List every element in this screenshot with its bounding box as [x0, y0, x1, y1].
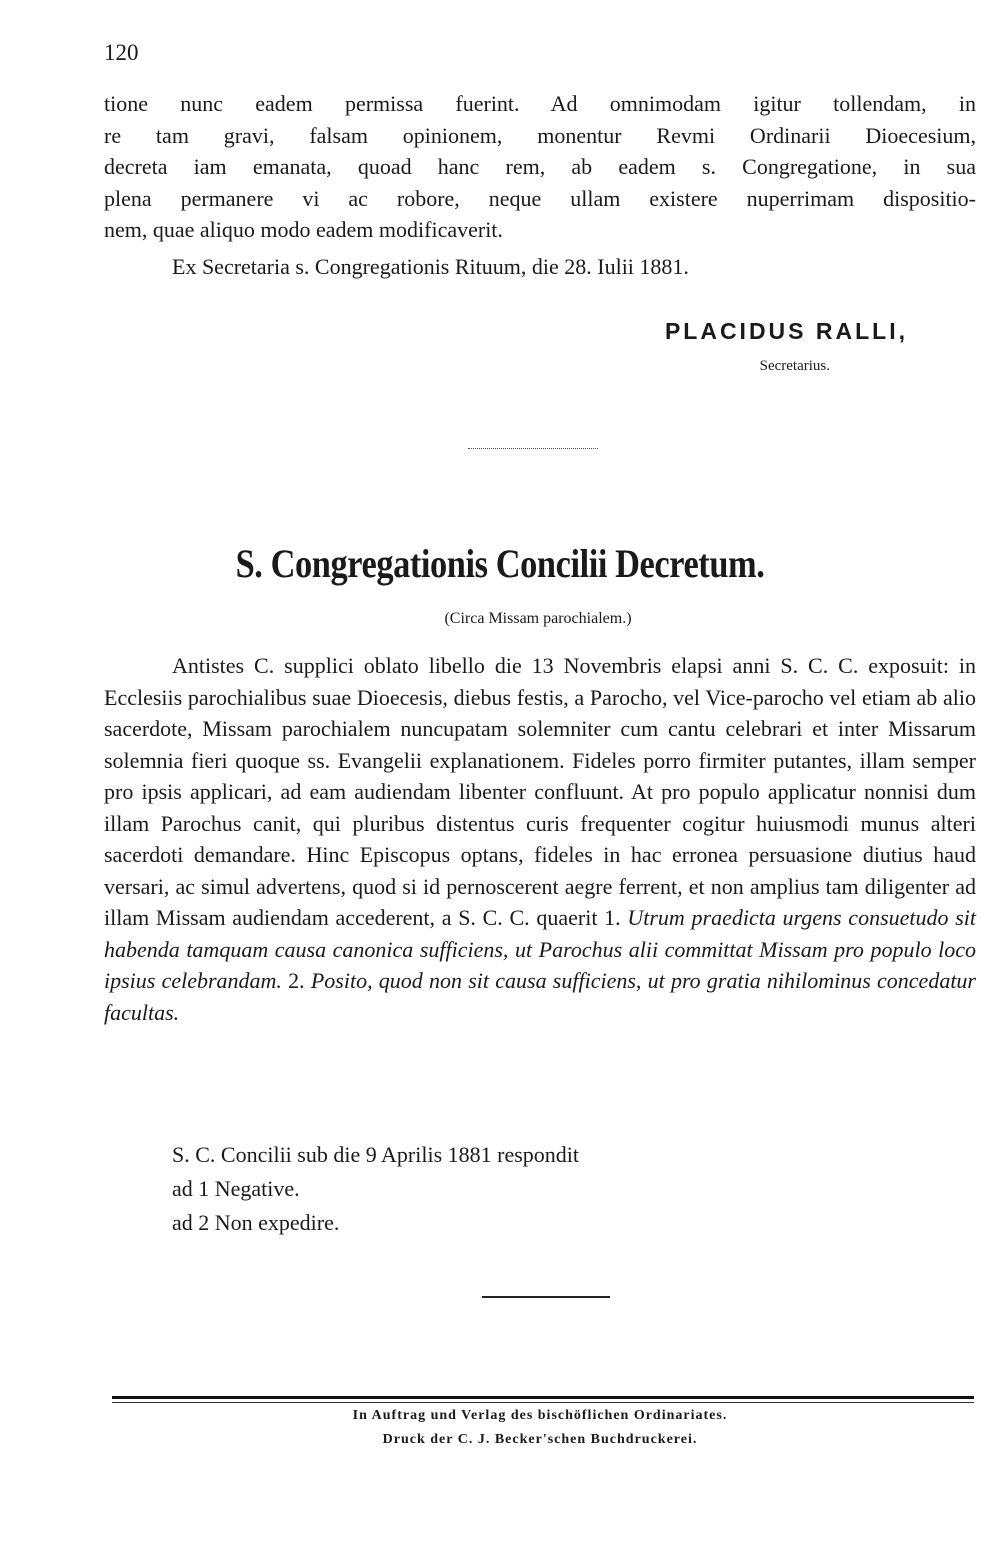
footer-printer: Druck der C. J. Becker'schen Buchdruckerei. — [382, 1432, 698, 1447]
decree-subtitle: (Circa Missam parochialem.) — [444, 610, 632, 627]
answer-2: ad 2 Non expedire. — [172, 1210, 340, 1235]
intro-line: plena permanere vi ac robore, neque ullam existere nuperrimam dispositio- — [104, 185, 976, 211]
response-block — [172, 1138, 579, 1240]
page-number: 120 — [104, 40, 139, 65]
footer-rule — [112, 1396, 974, 1399]
signature-name: PLACIDUS RALLI, — [664, 318, 908, 344]
answer-1: ad 1 Negative. — [172, 1176, 300, 1201]
question-2-label: 2. — [288, 968, 305, 993]
decree-body — [104, 650, 976, 1028]
response-intro: S. C. Concilii sub die 9 Aprilis 1881 respondit — [172, 1142, 580, 1167]
dateline: Ex Secretaria s. Congregationis Rituum, die 28. Iulii 1881. — [172, 254, 689, 279]
intro-line: re tam gravi, falsam opinionem, monentur Revmi Ordinarii Dioecesium, — [104, 122, 976, 148]
decree-body-text: Antistes C. supplici oblato libello die 13 Novembris elapsi anni S. C. C. exposuit: in Ecclesiis parochialibus suae Dioecesis, diebus festis, a Parocho, vel Vice-parocho vel etiam ab alio sacerdote, Missam parochialem nuncupatam solemniter cum cantu celebrari et inter Missarum solemnia fieri quoque ss. Evangelii explanationem. Fideles porro firmiter putantes, illam semper pro ipsis applicari, ad eam audiendam libenter confluunt. At pro populo applicatur nonnisi dum illam Parochus canit, qui pluribus distentus curis frequenter cogitur huiusmodi munus alteri sacerdoti demandare. Hinc Episcopus optans, fideles in hac erronea persuasione diutius haud versari, ac simul advertens, quod si id pernoscerent aegre ferrent, et non amplius tam diligenter ad illam Missam audiendam accederent, a S. C. C. quaerit 1. — [104, 653, 976, 930]
intro-line: tione nunc eadem permissa fuerint. Ad omnimodam igitur tollendam, in — [104, 91, 976, 116]
intro-line: nem, quae aliquo modo eadem modificaverit. — [104, 217, 503, 242]
section-divider — [468, 448, 598, 449]
footer-rule-thin — [112, 1402, 974, 1403]
intro-line: decreta iam emanata, quoad hanc rem, ab eadem s. Congregatione, in sua — [104, 154, 976, 179]
signature-role: Secretarius. — [759, 358, 830, 374]
question-1: Utrum praedicta urgens consuetudo sit habenda tamquam causa canonica sufficiens, ut Parochus alii committat Missam pro populo loco ipsius celebrandam. — [104, 905, 976, 993]
decree-title: S. Congregationis Concilii Decretum. — [235, 541, 765, 586]
intro-paragraph — [104, 88, 976, 246]
question-2: Posito, quod non sit causa sufficiens, ut pro gratia nihilominus concedatur facultas. — [104, 968, 976, 1025]
footer-publisher: In Auftrag und Verlag des bischöflichen Ordinariates. — [352, 1408, 728, 1423]
end-divider — [482, 1296, 610, 1298]
